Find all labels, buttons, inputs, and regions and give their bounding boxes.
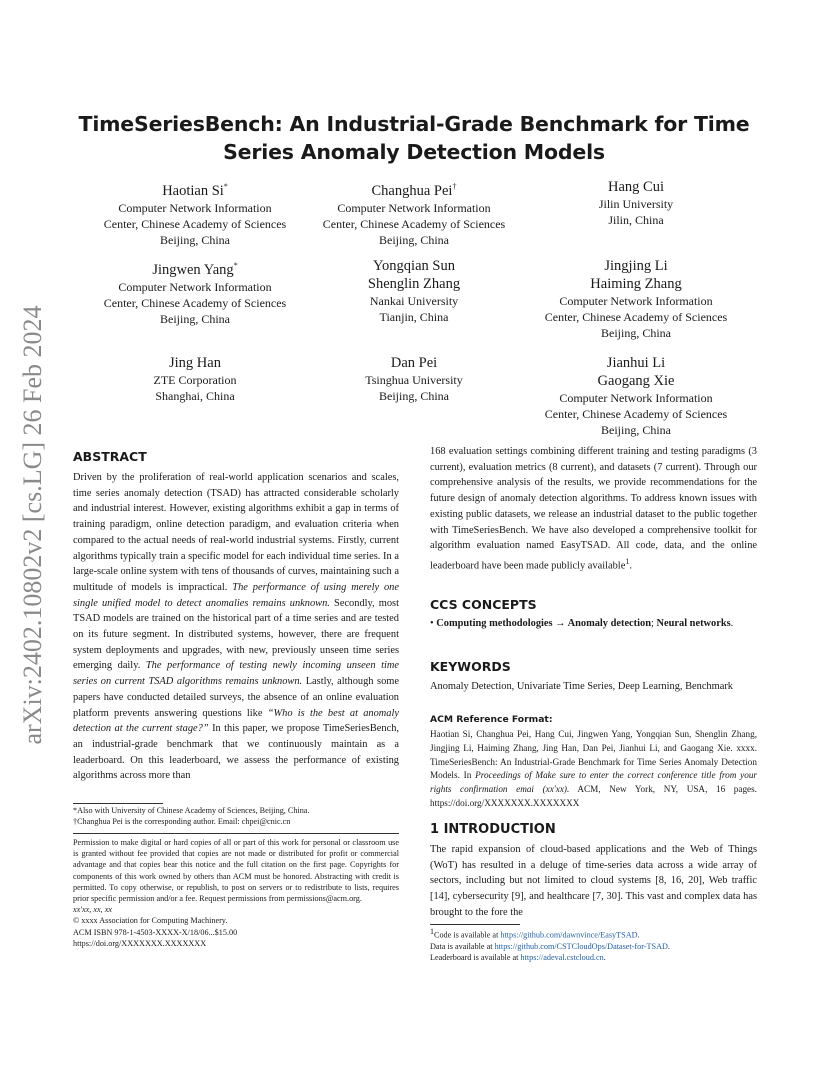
author-affiliation: Nankai University — [369, 294, 459, 308]
author-affiliation: Beijing, China — [601, 423, 671, 437]
arxiv-stamp — [13, 290, 53, 760]
author-name: Yongqian Sun — [373, 258, 455, 274]
footnotes-left — [73, 805, 399, 827]
author-block — [516, 257, 756, 341]
abstract-text: Driven by the proliferation of real-world application scenarios and scales, time series anomaly detection (TSAD) has attracted considerable scholarly and industrial interest. However, existing algorithms exhibit a gap in terms of training paradigm, online detection paradigm, and evaluation criteria when compared to the actual needs of real-world industrial systems. Firstly, current algorithms typically train a specific model for each individual time series. In a large-scale online system with tens of thousands of curves, maintaining such a multitude of models is impractical. The performance of using merely one single unified model to detect anomalies remains unknown. Secondly, most TSAD models are trained on the historical part of a time series and are tested on its future segment. In distributed systems, however, there are frequent system deployments and upgrades, with new, previously unseen time series emerging daily. The performance of testing newly incoming unseen time series on current TSAD algorithms remains unknown. Lastly, although some papers have conducted detailed surveys, the absence of an online evaluation platform prevents answering questions like “Who is the best at anomaly detection at the current stage?” In this paper, we propose TimeSeriesBench, an industrial-grade benchmark that we continuously maintain as a leaderboard. On this leaderboard, we assess the performance of existing algorithms across more than — [73, 472, 399, 782]
footnote-rule — [73, 803, 163, 804]
author-affiliation: Beijing, China — [160, 232, 230, 247]
author-block — [294, 178, 534, 248]
footnote: †Changhua Pei is the corresponding author. Email: chpei@cnic.cn — [73, 817, 291, 827]
code-link[interactable]: https://github.com/dawnvince/EasyTSAD — [500, 930, 638, 940]
author-name: Gaogang Xie — [597, 373, 675, 389]
author-affiliation: Center, Chinese Academy of Sciences — [103, 295, 287, 310]
author-block — [516, 354, 756, 438]
author-block — [75, 257, 315, 327]
author-name: Changhua Pei — [371, 182, 453, 199]
author-name: Jingjing Li — [604, 258, 668, 274]
keywords-heading: KEYWORDS — [430, 659, 511, 674]
isbn-line: ACM ISBN 978-1-4503-XXXX-X/18/06...$15.00 — [73, 927, 238, 937]
ccs-heading: CCS CONCEPTS — [430, 597, 537, 612]
copyright-line: © xxxx Association for Computing Machinery. — [73, 916, 228, 926]
author-affiliation: Center, Chinese Academy of Sciences — [322, 216, 506, 231]
arxiv-stamp-text: arXiv:2402.10802v2 [cs.LG] 26 Feb 2024 — [18, 305, 47, 745]
footnote-data: Data is available at https://github.com/CSTCloudOps/Dataset-for-TSAD. — [430, 941, 670, 951]
author-name: Jianhui Li — [606, 355, 666, 371]
footnote-code: $^1$Code is available at https://github.com/dawnvince/EasyTSAD. — [430, 927, 640, 940]
author-mark: * — [233, 261, 238, 270]
author-affiliation: Beijing, China — [160, 311, 230, 326]
author-affiliation: Center, Chinese Academy of Sciences — [544, 407, 728, 421]
author-mark: † — [452, 182, 457, 191]
author-affiliation: ZTE Corporation — [153, 373, 237, 387]
author-block — [75, 178, 315, 248]
author-affiliation: Beijing, China — [379, 232, 449, 247]
author-affiliation: Computer Network Information — [118, 279, 272, 294]
author-name: Shenglin Zhang — [367, 276, 461, 292]
footnote: *Also with University of Chinese Academy of Sciences, Beijing, China. — [73, 806, 310, 815]
author-affiliation: Jilin, China — [608, 213, 664, 227]
permission-block — [73, 837, 399, 949]
author-affiliation: Tsinghua University — [365, 373, 463, 387]
author-mark: * — [223, 182, 228, 191]
ccs-text: • Computing methodologies → Anomaly detection; Neural networks. — [430, 618, 734, 629]
author-affiliation: Computer Network Information — [118, 200, 272, 215]
author-affiliation: Shanghai, China — [155, 389, 235, 403]
author-block — [294, 354, 534, 404]
acm-ref-text: Haotian Si, Changhua Pei, Hang Cui, Jingwen Yang, Yongqian Sun, Shenglin Zhang, Jingjing Li, Haiming Zhang, Jing Han, Dan Pei, Jianhui Li, and Gaogang Xie. xxxx. TimeSeriesBench: An Industrial-Grade Benchmark for Time Series Anomaly Detection Models. In Proceedings of Make sure to enter the correct conference title from your rights confirmation emai (xx'xx). ACM, New York, NY, USA, 16 pages. https://doi.org/XXXXXXX.XXXXXXX — [430, 729, 757, 808]
author-name: Haiming Zhang — [590, 276, 682, 292]
author-affiliation: Center, Chinese Academy of Sciences — [103, 216, 287, 231]
intro-text: The rapid expansion of cloud-based applications and the Web of Things (WoT) has resulted in a deluge of time-series data across a wide array of sectors, including but not limited to cloud systems [8, 16, 20], Web traffic [14], cybersecurity [9], and healthcare [7, 30]. This vast and complex data has brought to the fore the — [430, 844, 757, 918]
doi-line: https://doi.org/XXXXXXX.XXXXXXX — [73, 938, 207, 948]
keywords-text: Anomaly Detection, Univariate Time Series, Deep Learning, Benchmark — [430, 681, 733, 692]
permission-rule — [73, 833, 399, 834]
author-affiliation: Beijing, China — [601, 326, 671, 340]
intro-heading: 1 INTRODUCTION — [430, 822, 556, 837]
author-block — [75, 354, 315, 404]
author-name: Haotian Si — [162, 182, 224, 199]
author-affiliation: Tianjin, China — [379, 310, 449, 324]
permission-notice: Permission to make digital or hard copies of all or part of this work for personal or classroom use is granted without fee provided that copies are not made or distributed for profit or commercial advantage and that copies bear this notice and the full citation on the first page. Copyrights for components of this work owned by others than ACM must be honored. Abstracting with credit is permitted. To copy otherwise, or republish, to post on servers or to redistribute to lists, requires prior specific permission and/or a fee. Request permissions from permissions@acm.org. — [73, 838, 399, 904]
footnotes-right — [430, 926, 757, 963]
author-name: Hang Cui — [608, 179, 664, 195]
author-affiliation: Computer Network Information — [337, 200, 491, 215]
author-name: Dan Pei — [390, 355, 438, 371]
footnote-leaderboard: Leaderboard is available at https://adeval.cstcloud.cn. — [430, 953, 606, 963]
leaderboard-link[interactable]: https://adeval.cstcloud.cn — [520, 953, 604, 963]
author-affiliation: Computer Network Information — [559, 294, 713, 308]
author-block — [516, 178, 756, 228]
data-link[interactable]: https://github.com/CSTCloudOps/Dataset-for-TSAD — [494, 941, 668, 951]
author-name: Jing Han — [169, 355, 221, 371]
author-name: Jingwen Yang — [152, 261, 234, 278]
abstract-continued: 168 evaluation settings combining different training and testing paradigms (3 current), evaluation metrics (8 current), and datasets (7 current). Through our comprehensive analysis of the results, we provide recommendations for the future design of anomaly detection algorithms. To address known issues with existing public datasets, we release an industrial dataset to the public together with TimeSeriesBench. We have also developed a comprehensive toolkit for algorithm evaluation named EasyTSAD. All code, data, and the online leaderboard have been made publicly available$^1$. — [430, 446, 757, 572]
venue-line: xx'xx, xx, xx — [73, 905, 113, 915]
acm-ref-heading: ACM Reference Format: — [430, 714, 553, 725]
author-block — [294, 257, 534, 325]
author-affiliation: Jilin University — [598, 197, 674, 211]
author-affiliation: Center, Chinese Academy of Sciences — [544, 310, 728, 324]
author-affiliation: Computer Network Information — [559, 391, 713, 405]
abstract-heading: ABSTRACT — [73, 449, 147, 464]
paper-title: TimeSeriesBench: An Industrial-Grade Benchmark for Time Series Anomaly Detection Models — [78, 112, 750, 164]
author-affiliation: Beijing, China — [379, 389, 449, 403]
footnote-rule — [430, 924, 520, 925]
